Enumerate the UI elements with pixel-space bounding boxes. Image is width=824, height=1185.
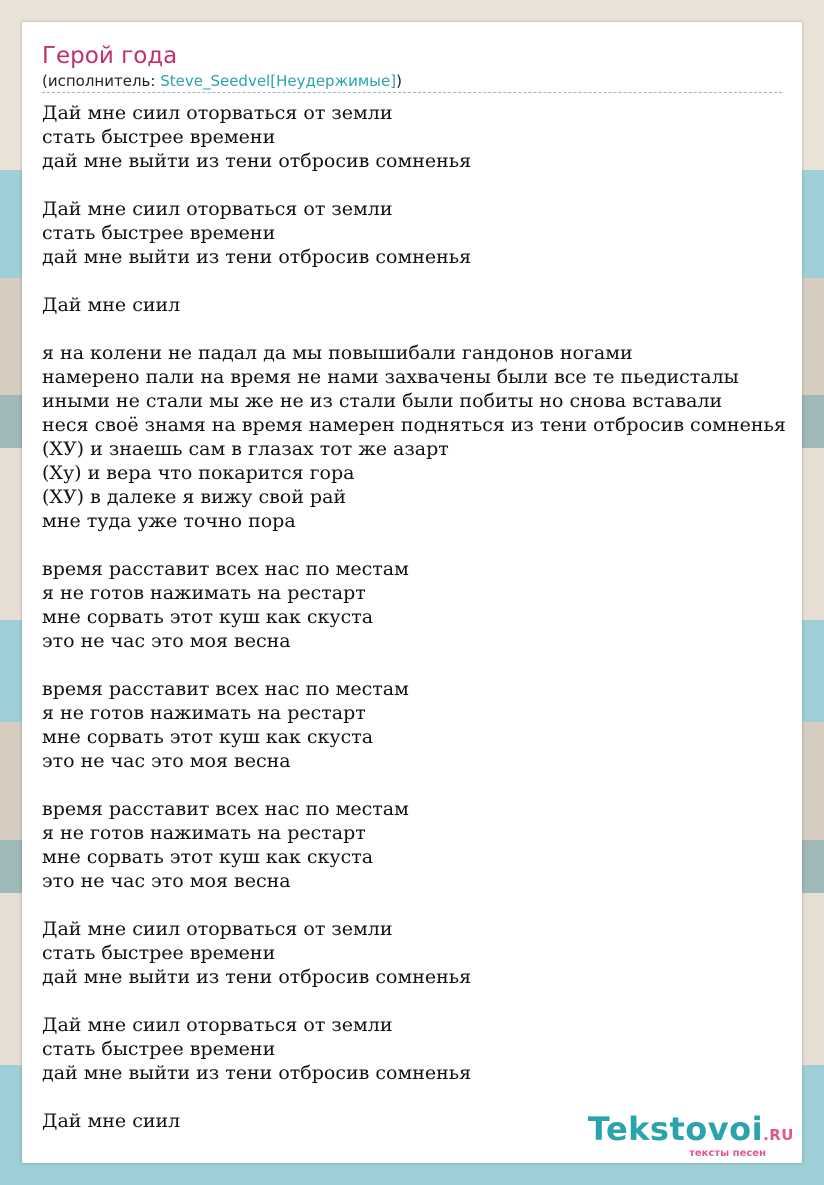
lyric-line	[42, 1085, 786, 1109]
lyric-line	[42, 533, 786, 557]
lyric-line: иными не стали мы же не из стали были побиты но снова вставали	[42, 390, 723, 412]
lyric-line: дай мне выйти из тени отбросив сомненья	[42, 150, 472, 172]
lyric-line: Дай мне сиил	[42, 294, 181, 316]
lyric-line	[42, 653, 786, 677]
lyric-line: дай мне выйти из тени отбросив сомненья	[42, 246, 472, 268]
site-logo[interactable]	[588, 1112, 794, 1159]
logo-tld: .RU	[763, 1126, 794, 1144]
lyric-line: время расставит всех нас по местам	[42, 798, 409, 820]
lyric-line: время расставит всех нас по местам	[42, 558, 409, 580]
lyric-line: я не готов нажимать на рестарт	[42, 582, 366, 604]
lyric-line	[42, 269, 786, 293]
lyric-line: это не час это моя весна	[42, 630, 291, 652]
artist-prefix: (исполнитель:	[42, 72, 161, 90]
lyric-line: неся своё знамя на время намерен подняться из тени отбросив сомненья	[42, 414, 786, 436]
lyric-line	[42, 317, 786, 341]
lyric-line: стать быстрее времени	[42, 1038, 276, 1060]
artist-line	[42, 71, 782, 93]
lyric-line: Дай мне сиил	[42, 1110, 181, 1132]
lyric-line: (ХУ) и знаешь сам в глазах тот же азарт	[42, 438, 449, 460]
lyric-line: мне сорвать этот куш как скуста	[42, 606, 374, 628]
lyric-line: Дай мне сиил оторваться от земли	[42, 102, 393, 124]
lyric-line: Дай мне сиил оторваться от земли	[42, 198, 393, 220]
lyric-line: намерено пали на время не нами захвачены были все те пьедисталы	[42, 366, 739, 388]
lyrics-sheet	[22, 22, 802, 1163]
lyric-line: Дай мне сиил оторваться от земли	[42, 918, 393, 940]
lyric-line: Дай мне сиил оторваться от земли	[42, 1014, 393, 1036]
lyric-line	[42, 173, 786, 197]
artist-link[interactable]: Steve_Seedvel[Неудержимые]	[160, 72, 397, 90]
lyric-line: (ХУ) в далеке я вижу свой рай	[42, 486, 347, 508]
artist-suffix: )	[396, 72, 402, 90]
lyric-line: я на колени не падал да мы повышибали гандонов ногами	[42, 342, 633, 364]
lyric-line: дай мне выйти из тени отбросив сомненья	[42, 966, 472, 988]
lyric-line: дай мне выйти из тени отбросив сомненья	[42, 1062, 472, 1084]
lyric-line: мне туда уже точно пора	[42, 510, 296, 532]
lyric-line: это не час это моя весна	[42, 870, 291, 892]
logo-name: Tekstovoi	[587, 1110, 764, 1148]
lyric-line	[42, 773, 786, 797]
lyric-line	[42, 893, 786, 917]
logo-wordmark	[588, 1112, 794, 1152]
lyric-line: я не готов нажимать на рестарт	[42, 702, 366, 724]
lyric-line: это не час это моя весна	[42, 750, 291, 772]
lyric-line: стать быстрее времени	[42, 942, 276, 964]
lyric-line: время расставит всех нас по местам	[42, 678, 409, 700]
lyric-line: стать быстрее времени	[42, 222, 276, 244]
lyric-line: мне сорвать этот куш как скуста	[42, 726, 374, 748]
logo-tagline: тексты песен	[689, 1148, 766, 1159]
lyrics-text	[42, 101, 786, 1133]
lyric-line	[42, 989, 786, 1013]
lyric-line: стать быстрее времени	[42, 126, 276, 148]
lyric-line: я не готов нажимать на рестарт	[42, 822, 366, 844]
song-title: Герой года	[42, 43, 178, 69]
lyric-line: мне сорвать этот куш как скуста	[42, 846, 374, 868]
lyric-line: (Ху) и вера что покарится гора	[42, 462, 355, 484]
